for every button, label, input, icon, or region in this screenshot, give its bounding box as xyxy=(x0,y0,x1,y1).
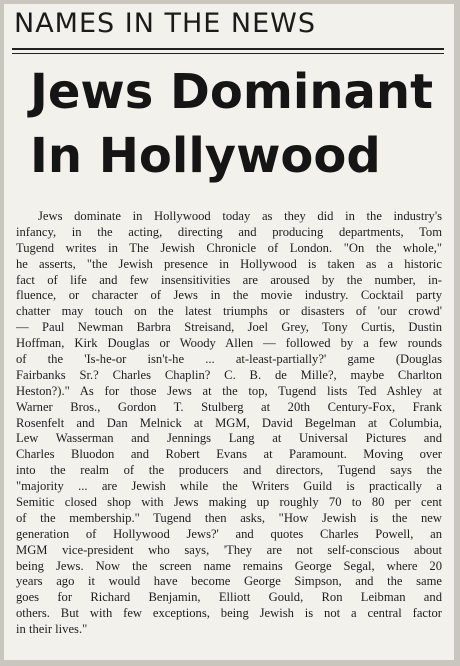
article-line: Heston?)." As for those Jews at the top, Tugend lists Ted Ashley at xyxy=(16,383,442,398)
article-line: generation of Hollywood Jews?' and quotes Charles Powell, an xyxy=(16,526,442,541)
headline-line-2: In Hollywood xyxy=(30,128,381,184)
article-body xyxy=(16,209,442,638)
article-line: in their lives." xyxy=(16,622,88,637)
heading-rule-thin xyxy=(12,53,444,54)
article-line: "majority ... are Jewish while the Writers Guild is practically a xyxy=(16,479,442,494)
article-line: infancy, in the acting, directing and producing departments, Tom xyxy=(16,224,442,239)
article-line: chatter may touch on the latest triumphs or disasters of 'our crowd' xyxy=(16,304,442,319)
article-line: into the realm of the producers and directors, Tugend says the xyxy=(16,463,442,478)
article-line: Lew Wasserman and Jennings Lang at Universal Pictures and xyxy=(16,431,442,446)
article-line: fact of life and few insensitivities are aroused by the number, in- xyxy=(16,272,442,287)
headline-line-1: Jews Dominant xyxy=(30,64,434,120)
article-line: years ago it would have become George Simpson, and the same xyxy=(16,574,442,589)
article-line: being Jews. Now the screen name remains George Segal, where 20 xyxy=(16,558,442,573)
article-line: Fairbanks Sr.? Charles Chaplin? C. B. de Mille?, maybe Charlton xyxy=(16,367,442,382)
article-line: Tugend writes in The Jewish Chronicle of London. "On the whole," xyxy=(16,240,442,255)
article-line: Semitic closed shop with Jews making up roughly 70 to 80 per cent xyxy=(16,495,442,510)
article-line: Warner Bros., Gordon T. Stulberg at 20th Century-Fox, Frank xyxy=(16,399,442,414)
heading-rule xyxy=(12,48,444,50)
article-line: MGM vice-president who says, 'They are not self-conscious about xyxy=(16,542,442,557)
section-heading: NAMES IN THE NEWS xyxy=(14,8,317,39)
article-line: — Paul Newman Barbra Streisand, Joel Grey, Tony Curtis, Dustin xyxy=(16,320,442,335)
article-line: Hoffman, Kirk Douglas or Woody Allen — followed by a few rounds xyxy=(16,336,442,351)
article-line: others. But with few exceptions, being Jewish is not a central factor xyxy=(16,606,442,621)
newspaper-clipping xyxy=(4,4,454,660)
headline xyxy=(30,60,440,188)
article-line: Jews dominate in Hollywood today as they did in the industry's xyxy=(38,209,442,223)
article-line: fluence, or character of Jews in the movie industry. Cocktail party xyxy=(16,288,442,303)
article-line: of the 'Is-he-or isn't-he ... at-least-partially?' game (Douglas xyxy=(16,352,442,367)
article-line: Charles Bluodon and Robert Evans at Paramount. Moving over xyxy=(16,447,442,462)
article-line: goes for Richard Benjamin, Elliott Gould, Ron Leibman and xyxy=(16,590,442,605)
article-line: he asserts, "the Jewish presence in Hollywood is taken as a historic xyxy=(16,256,442,271)
article-line: Rosenfelt and Dan Melnick at MGM, David Begelman at Columbia, xyxy=(16,415,442,430)
article-line: of the membership." Tugend then asks, "How Jewish is the new xyxy=(16,510,442,525)
